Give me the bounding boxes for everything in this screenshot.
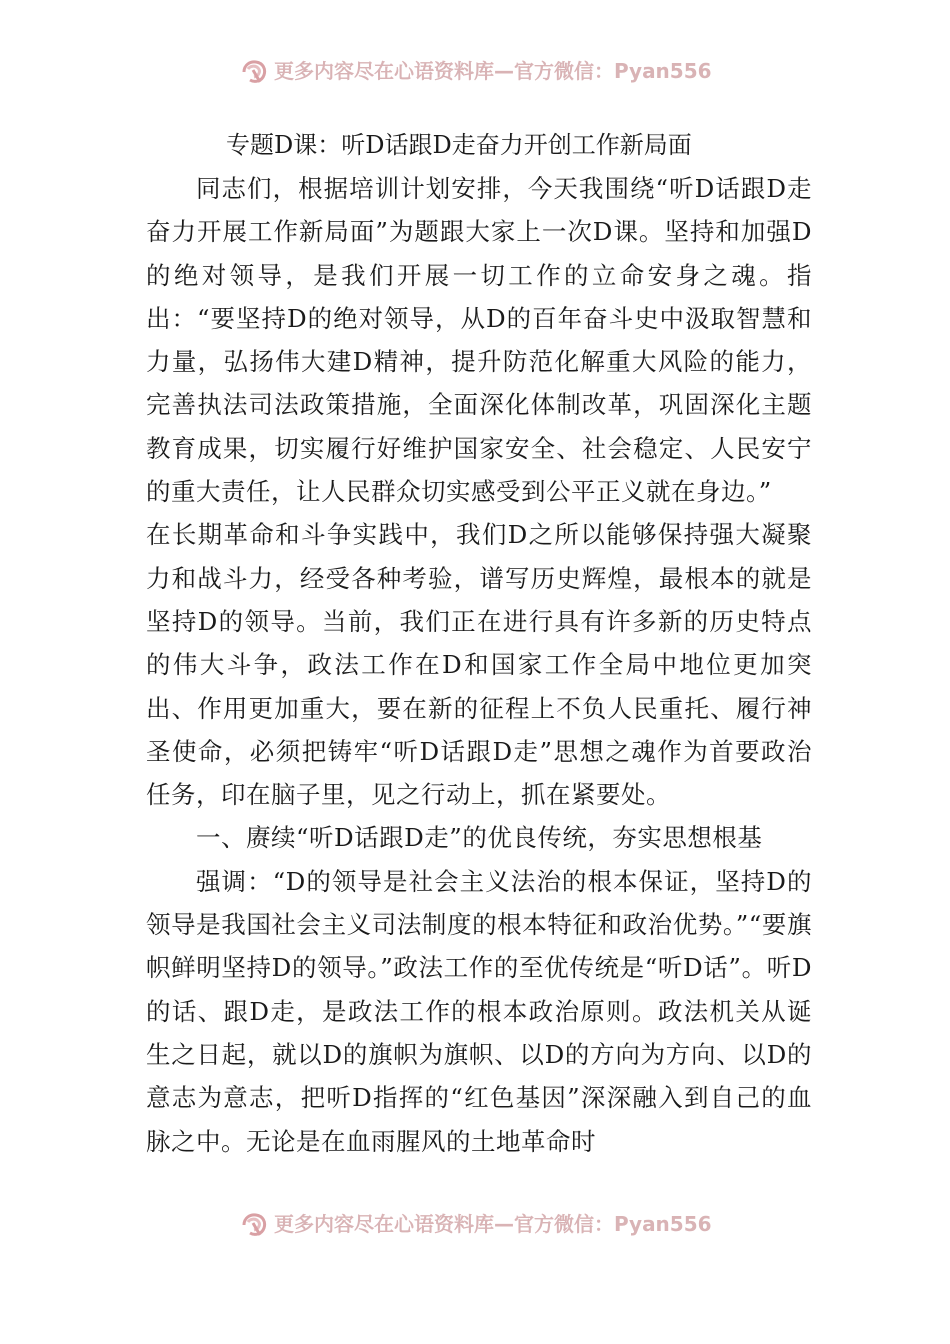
paragraph-practice: 在长期革命和斗争实践中，我们D之所以能够保持强大凝聚力和战斗力，经受各种考验，谱写历史辉煌，最根本的就是坚持D的领导。当前，我们正在进行具有许多新的历史特点的伟大斗争，政法工作在D和国家工作全局中地位更加突出、作用更加重大，要在新的征程上不负人民重托、履行神圣使命，必须把铸牢“听D话跟D走”思想之魂作为首要政治任务，印在脑子里，见之行动上，抓在紧要处。 (146, 520, 812, 810)
paragraph-section-one: 强调：“D的领导是社会主义法治的根本保证，坚持D的领导是我国社会主义司法制度的根本特征和政治优势。”“要旗帜鲜明坚持D的领导。”政法工作的至优传统是“听D话”。听D的话、跟D走，是政法工作的根本政治原则。政法机关从诞生之日起，就以D的旗帜为旗帜、以D的方向为方向、以D的意志为意志，把听D指挥的“红色基因”深深融入到自己的血脉之中。无论是在血雨腥风的土地革命时 (146, 866, 812, 1156)
document-body (146, 124, 812, 1163)
watermark-text: 更多内容尽在心语资料库—官方微信：Pyan556 (274, 1212, 712, 1236)
section-heading: 一、赓续“听D话跟D走”的优良传统，夯实思想根基 (196, 823, 763, 853)
watermark-footer (240, 1207, 760, 1241)
brand-logo-icon (240, 1209, 270, 1239)
watermark-text: 更多内容尽在心语资料库—官方微信：Pyan556 (274, 59, 712, 83)
document-title: 专题D课：听D话跟D走奋力开创工作新局面 (226, 131, 692, 159)
paragraph-intro: 同志们，根据培训计划安排，今天我围绕“听D话跟D走奋力开展工作新局面”为题跟大家上一次D课。坚持和加强D的绝对领导，是我们开展一切工作的立命安身之魂。指出：“要坚持D的绝对领导，从D的百年奋斗史中汲取智慧和力量，弘扬伟大建D精神，提升防范化解重大风险的能力，完善执法司法政策措施，全面深化体制改革，巩固深化主题教育成果，切实履行好维护国家安全、社会稳定、人民安宁的重大责任，让人民群众切实感受到公平正义就在身边。” (146, 174, 812, 507)
brand-logo-icon (240, 56, 270, 86)
watermark-header (240, 54, 760, 88)
